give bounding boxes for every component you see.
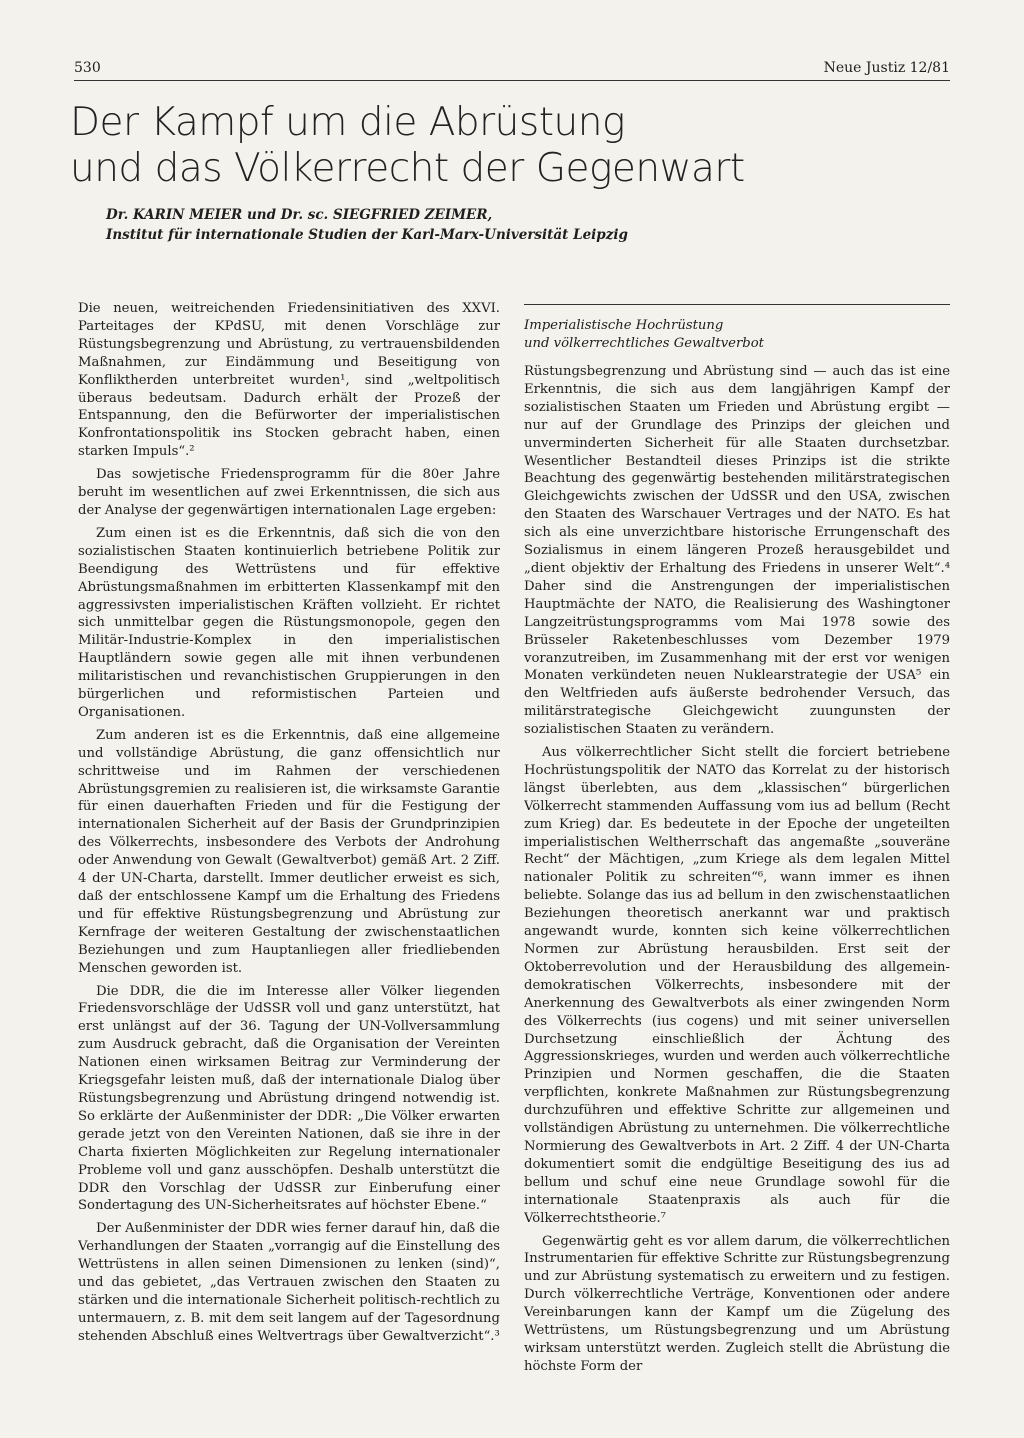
authors-names: Dr. KARIN MEIER und Dr. sc. SIEGFRIED ZEIMER,	[106, 207, 493, 223]
page-header	[74, 60, 950, 82]
paragraph: Die DDR, die die im Interesse aller Völker liegenden Friedensvorschläge der UdSSR voll und ganz unterstützt, hat erst unlängst auf der 36. Tagung der UN-Vollversammlung zum Ausdruck gebracht, daß die Organisation der Vereinten Nationen einen wirksamen Beitrag zur Verminderung der Kriegsgefahr leisten muß, daß der internationale Dialog über Rüstungsbegrenzung und Abrüstung dringend notwendig ist. So erklärte der Außenminister der DDR: „Die Völker erwarten gerade jetzt von den Vereinten Nationen, daß sie ihre in der Charta fixierten Möglichkeiten zur Regelung internationaler Probleme voll und ganz ausschöpfen. Deshalb unterstützt die DDR den Vorschlag der UdSSR zur Einberufung einer Sondertagung des UN-Sicherheitsrates auf höchster Ebene.“	[78, 983, 500, 1214]
article-title	[70, 100, 970, 192]
page-number: 530	[74, 60, 101, 76]
section-heading-line-1: Imperialistische Hochrüstung	[524, 318, 724, 333]
header-rule	[74, 80, 950, 81]
section-rule	[524, 304, 950, 305]
paragraph: Der Außenminister der DDR wies ferner darauf hin, daß die Verhandlungen der Staaten „vorrangig auf die Einstellung des Wettrüstens in allen seinen Dimensionen zu lenken (sind)“, und das gebietet, „das Vertrauen zwischen den Staaten zu stärken und die internationale Sicherheit politisch-rechtlich zu untermauern, z. B. mit dem seit langem auf der Tagesordnung stehenden Abschluß eines Weltvertrags über Gewaltverzicht“.³	[78, 1221, 500, 1344]
right-column	[524, 304, 950, 1379]
journal-issue: Neue Justiz 12/81	[823, 60, 950, 76]
article-title-line-1: Der Kampf um die Abrüstung	[70, 100, 625, 145]
paragraph: Gegenwärtig geht es vor allem darum, die völkerrechtlichen Instrumentarien für effektive Schritte zur Rüstungsbegrenzung und zur Abrüstung systematisch zu erweitern und zu festigen. Durch völkerrechtliche Verträge, Konventionen oder andere Vereinbarungen kann der Kampf um die Zügelung des Wettrüstens, um Rüstungsbegrenzung und um Abrüstung wirksam unterstützt werden. Zugleich stellt die Abrüstung die höchste Form der	[524, 1233, 950, 1374]
authors-institution: Institut für internationale Studien der Karl-Marx-Universität Leipzig	[106, 227, 628, 243]
paragraph: Das sowjetische Friedensprogramm für die 80er Jahre beruht im wesentlichen auf zwei Erkenntnissen, die sich aus der Analyse der gegenwärtigen internationalen Lage ergeben:	[78, 467, 500, 518]
paragraph: Aus völkerrechtlicher Sicht stellt die forciert betriebene Hochrüstungspolitik der NATO das Korrelat zu der historisch längst überlebten, aus dem „klassischen“ bürgerlichen Völkerrecht stammenden Auffassung vom ius ad bellum (Recht zum Krieg) dar. Es bedeutete in der Epoche der ungeteilten imperialistischen Weltherrschaft das angemaßte „souveräne Recht“ der Mächtigen, „zum Kriege als dem legalen Mittel nationaler Politik zu schreiten“⁶, wann immer es ihnen beliebte. Solange das ius ad bellum in den zwischenstaatlichen Beziehungen theoretisch anerkannt war und praktisch angewandt wurde, konnten sich keine völkerrechtlichen Normen zur Abrüstung herausbilden. Erst seit der Oktoberrevolution und der Herausbildung des allgemein-demokratischen Völkerrechts, insbesondere mit der Anerkennung des Gewaltverbots als einer zwingenden Norm des Völkerrechts (ius cogens) und mit seiner universellen Durchsetzung einschließlich der Ächtung des Aggressionskrieges, wurden und werden auch völkerrechtliche Prinzipien und Normen geschaffen, die die Staaten verpflichten, konkrete Maßnahmen zur Rüstungsbegrenzung durchzuführen und effektive Schritte zur allgemeinen und vollständigen Abrüstung zu unternehmen. Die völkerrechtliche Normierung des Gewaltverbots in Art. 2 Ziff. 4 der UN-Charta dokumentiert somit die endgültige Beseitigung des ius ad bellum und schuf eine neue Grundlage sowohl für die internationale Staatenpraxis als auch für die Völkerrechtstheorie.⁷	[524, 745, 950, 1226]
article-title-line-2: und das Völkerrecht der Gegenwart	[70, 146, 745, 191]
paragraph: Rüstungsbegrenzung und Abrüstung sind — auch das ist eine Erkenntnis, die sich aus dem langjährigen Kampf der sozialistischen Staaten um Frieden und Abrüstung ergibt — nur auf der Grundlage des Prinzips der gleichen und unverminderten Sicherheit für alle Staaten durchsetzbar. Wesentlicher Bestandteil dieses Prinzips ist die strikte Beachtung des gegenwärtig bestehenden militärstrategischen Gleichgewichts zwischen der UdSSR und den USA, zwischen den Staaten des Warschauer Vertrages und der NATO. Es hat sich als eine unverzichtbare historische Errungenschaft des Sozialismus in einem längeren Prozeß herausgebildet und „dient objektiv der Erhaltung des Friedens in unserer Welt“.⁴ Daher sind die Anstrengungen der imperialistischen Hauptmächte der NATO, die Realisierung des Washingtoner Langzeitrüstungsprogramms vom Mai 1978 sowie des Brüsseler Raketenbeschlusses vom Dezember 1979 voranzutreiben, im Zusammenhang mit der erst vor wenigen Monaten verkündeten neuen Nuklearstrategie der USA⁵ ein den Weltfrieden aufs äußerste bedrohender Versuch, das militärstrategische Gleichgewicht zuungunsten der sozialistischen Staaten zu verändern.	[524, 364, 950, 738]
left-column	[78, 300, 500, 1375]
paragraph: Zum anderen ist es die Erkenntnis, daß eine allgemeine und vollständige Abrüstung, die ganz offensichtlich nur schrittweise und im Rahmen der verschiedenen Abrüstungsgremien zu realisieren ist, die wirksamste Garantie für einen dauerhaften Frieden und für die Festigung der internationalen Sicherheit auf der Basis der Grundprinzipien des Völkerrechts, insbesondere des Verbots der Androhung oder Anwendung von Gewalt (Gewaltverbot) gemäß Art. 2 Ziff. 4 der UN-Charta, darstellt. Immer deutlicher erweist es sich, daß der entschlossene Kampf um die Erhaltung des Friedens und für effektive Rüstungsbegrenzung und Abrüstung zur Kernfrage der weiteren Gestaltung der zwischenstaatlichen Beziehungen und zum Hauptanliegen aller friedliebenden Menschen geworden ist.	[78, 727, 500, 976]
paragraph: Die neuen, weitreichenden Friedensinitiativen des XXVI. Parteitages der KPdSU, mit denen Vorschläge zur Rüstungsbegrenzung und Abrüstung, zu vertrauensbildenden Maßnahmen, zur Eindämmung und Beseitigung von Konfliktherden unterbreitet wurden¹, sind „weltpolitisch überaus bedeutsam. Dadurch erhält der Prozeß der Entspannung, den die Befürworter der imperialistischen Konfrontationspolitik ins Stocken gebracht haben, einen starken Impuls“.²	[78, 301, 500, 460]
section-heading	[524, 317, 950, 353]
paragraph: Zum einen ist es die Erkenntnis, daß sich die von den sozialistischen Staaten kontinuierlich betriebene Politik zur Beendigung des Wettrüstens und für effektive Abrüstungsmaßnahmen im erbitterten Klassenkampf mit den aggressivsten imperialistischen Kräften vollzieht. Er richtet sich unmittelbar gegen die Rüstungsmonopole, gegen den Militär-Industrie-Komplex in den imperialistischen Hauptländern sowie gegen alle mit ihnen verbundenen militaristischen und revanchistischen Gruppierungen in den bürgerlichen und reformistischen Parteien und Organisationen.	[78, 525, 500, 720]
section-heading-line-2: und völkerrechtliches Gewaltverbot	[524, 336, 764, 351]
article-authors	[106, 205, 966, 245]
